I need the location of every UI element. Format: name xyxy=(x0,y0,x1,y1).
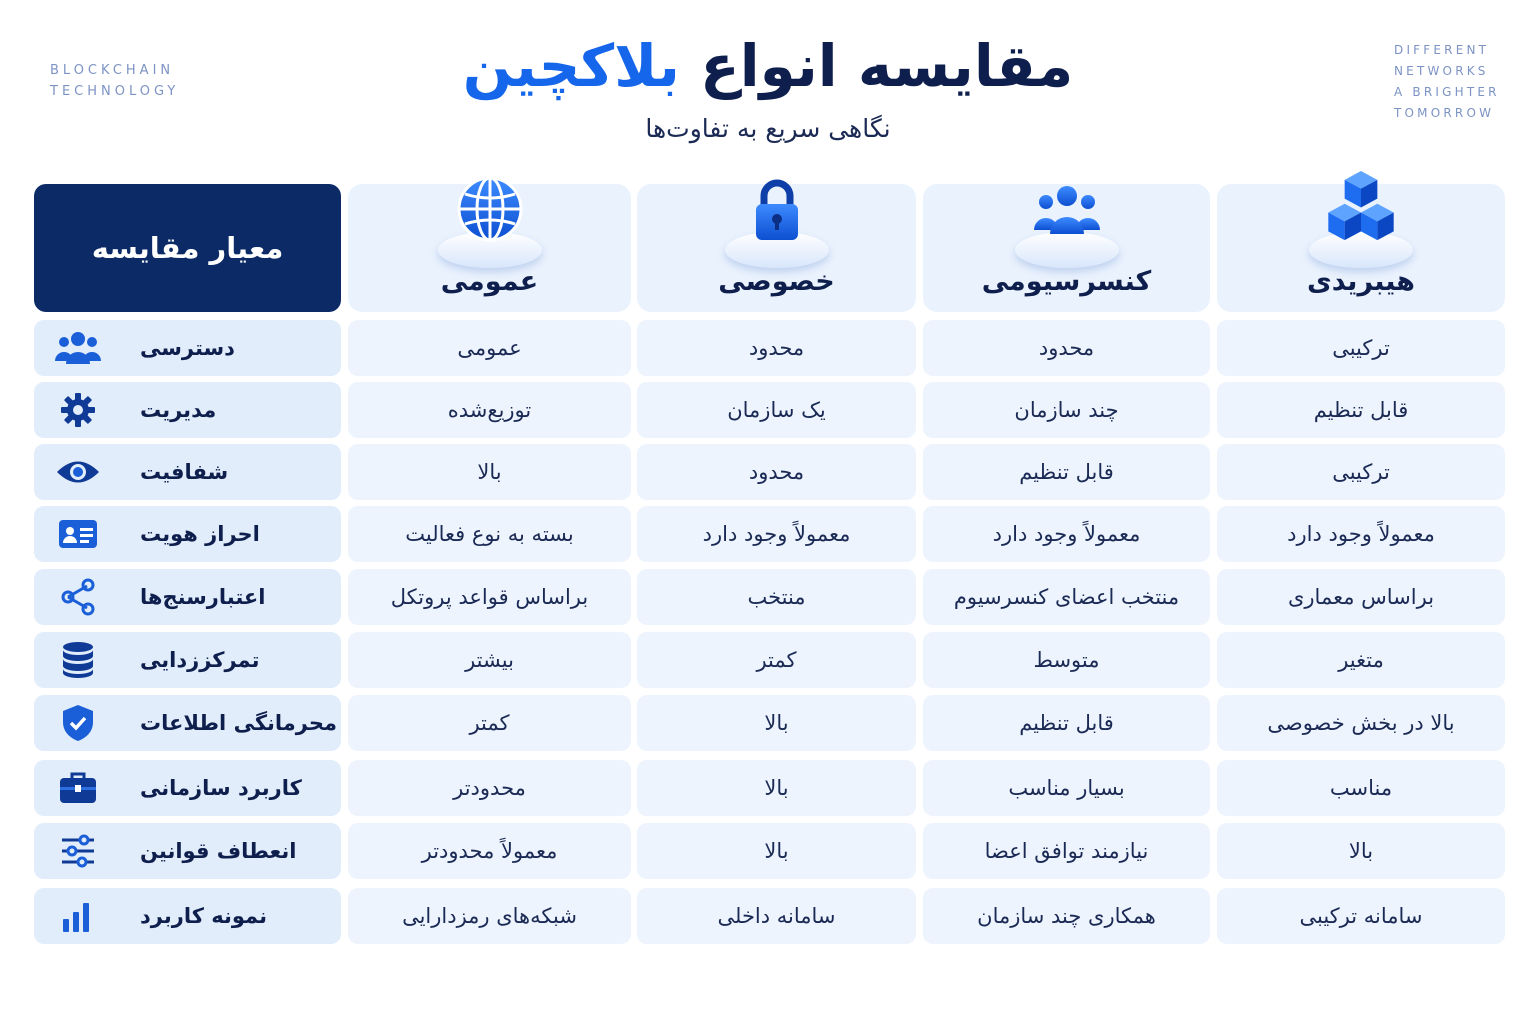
table-cell: متوسط xyxy=(923,632,1210,688)
criteria-header: معیار مقایسه xyxy=(34,184,341,312)
criteria-cell xyxy=(34,823,341,879)
brand-tagline-line: A BRIGHTER xyxy=(1394,85,1500,99)
brand-tagline-line: TECHNOLOGY xyxy=(50,84,180,99)
criteria-label-text: محرمانگی اطلاعات xyxy=(140,711,337,735)
page-title-main: مقایسه انواع xyxy=(679,32,1074,100)
criteria-label xyxy=(140,320,340,376)
table-cell: محدودتر xyxy=(348,760,631,816)
table-cell: معمولاً وجود دارد xyxy=(637,506,916,562)
table-cell: بالا در بخش خصوصی xyxy=(1217,695,1505,751)
criteria-label-text: مدیریت xyxy=(140,398,217,422)
table-cell: متغیر xyxy=(1217,632,1505,688)
table-row xyxy=(34,695,1506,751)
globe-icon xyxy=(455,174,525,244)
table-cell: توزیع‌شده xyxy=(348,382,631,438)
table-cell: بالا xyxy=(348,444,631,500)
share-nodes-icon xyxy=(54,578,102,616)
table-row xyxy=(34,320,1506,376)
table-cell: سامانه ترکیبی xyxy=(1217,888,1505,944)
table-cell: بالا xyxy=(637,823,916,879)
table-cell: ترکیبی xyxy=(1217,444,1505,500)
table-cell: قابل تنظیم xyxy=(923,444,1210,500)
criteria-label-text: احراز هویت xyxy=(140,522,260,546)
criteria-label xyxy=(140,569,340,625)
sliders-icon xyxy=(54,832,102,870)
bar-chart-icon xyxy=(54,897,102,935)
table-row xyxy=(34,760,1506,816)
table-cell: منتخب xyxy=(637,569,916,625)
column-header-consortium xyxy=(923,184,1210,312)
criteria-label xyxy=(140,382,340,438)
page-title xyxy=(0,26,1536,106)
criteria-cell xyxy=(34,382,341,438)
criteria-label-text: کاربرد سازمانی xyxy=(140,776,302,800)
criteria-label-text: تمرکززدایی xyxy=(140,648,260,672)
users-icon xyxy=(54,329,102,367)
criteria-cell xyxy=(34,760,341,816)
table-cell: بالا xyxy=(637,695,916,751)
criteria-label xyxy=(140,444,340,500)
table-cell: منتخب اعضای کنسرسیوم xyxy=(923,569,1210,625)
criteria-cell xyxy=(34,695,341,751)
column-header-label: هیبریدی xyxy=(1306,266,1416,297)
table-cell: قابل تنظیم xyxy=(923,695,1210,751)
database-icon xyxy=(54,641,102,679)
table-cell: کمتر xyxy=(348,695,631,751)
table-cell: محدود xyxy=(637,444,916,500)
table-cell: کمتر xyxy=(637,632,916,688)
table-cell: بسته به نوع فعالیت xyxy=(348,506,631,562)
table-row xyxy=(34,823,1506,879)
table-cell: معمولاً محدودتر xyxy=(348,823,631,879)
shield-check-icon xyxy=(54,704,102,742)
table-cell: عمومی xyxy=(348,320,631,376)
users-icon xyxy=(1019,174,1115,244)
criteria-label xyxy=(140,888,340,944)
table-cell: مناسب xyxy=(1217,760,1505,816)
table-cell: بالا xyxy=(637,760,916,816)
table-cell: نیازمند توافق اعضا xyxy=(923,823,1210,879)
table-cell: بسیار مناسب xyxy=(923,760,1210,816)
table-cell: بالا xyxy=(1217,823,1505,879)
criteria-label-text: نمونه کاربرد xyxy=(140,904,267,928)
table-cell: سامانه داخلی xyxy=(637,888,916,944)
table-cell: یک سازمان xyxy=(637,382,916,438)
criteria-label xyxy=(140,760,340,816)
briefcase-icon xyxy=(54,769,102,807)
cubes-icon xyxy=(1313,166,1409,254)
table-cell: چند سازمان xyxy=(923,382,1210,438)
criteria-label-text: انعطاف قوانین xyxy=(140,839,297,863)
gear-icon xyxy=(54,391,102,429)
criteria-cell xyxy=(34,320,341,376)
table-row xyxy=(34,888,1506,944)
column-header-private xyxy=(637,184,916,312)
table-cell: شبکه‌های رمزدارایی xyxy=(348,888,631,944)
table-row xyxy=(34,632,1506,688)
criteria-label xyxy=(140,632,340,688)
criteria-cell xyxy=(34,632,341,688)
criteria-cell xyxy=(34,569,341,625)
criteria-cell xyxy=(34,888,341,944)
criteria-label-text: شفافیت xyxy=(140,460,229,484)
criteria-label xyxy=(140,823,340,879)
page-title-accent: بلاکچین xyxy=(462,32,680,100)
criteria-label xyxy=(140,506,340,562)
table-cell: محدود xyxy=(923,320,1210,376)
table-cell: قابل تنظیم xyxy=(1217,382,1505,438)
brand-tagline-line: NETWORKS xyxy=(1394,64,1489,78)
criteria-cell xyxy=(34,506,341,562)
brand-tagline-line: DIFFERENT xyxy=(1394,43,1490,57)
table-header xyxy=(34,184,1506,312)
table-cell: بیشتر xyxy=(348,632,631,688)
table-cell: همکاری چند سازمان xyxy=(923,888,1210,944)
table-cell: براساس معماری xyxy=(1217,569,1505,625)
column-header-label: کنسرسیومی xyxy=(981,266,1152,297)
brand-tagline-line: TOMORROW xyxy=(1394,106,1495,120)
criteria-label xyxy=(140,695,340,751)
table-row xyxy=(34,506,1506,562)
table-row xyxy=(34,444,1506,500)
column-header-label: خصوصی xyxy=(718,266,835,297)
column-header-hybrid xyxy=(1217,184,1505,312)
table-cell: ترکیبی xyxy=(1217,320,1505,376)
table-row xyxy=(34,382,1506,438)
id-card-icon xyxy=(54,515,102,553)
table-cell: معمولاً وجود دارد xyxy=(1217,506,1505,562)
criteria-label-text: اعتبارسنج‌ها xyxy=(140,585,266,609)
criteria-label-text: دسترسی xyxy=(140,336,235,360)
table-cell: معمولاً وجود دارد xyxy=(923,506,1210,562)
page-subtitle: نگاهی سریع به تفاوت‌ها xyxy=(645,114,891,143)
table-cell: براساس قواعد پروتکل xyxy=(348,569,631,625)
table-cell: محدود xyxy=(637,320,916,376)
column-header-label: عمومی xyxy=(440,266,539,297)
brand-tagline-line: BLOCKCHAIN xyxy=(50,63,175,78)
lock-icon xyxy=(742,174,812,244)
column-header-public xyxy=(348,184,631,312)
criteria-cell xyxy=(34,444,341,500)
table-row xyxy=(34,569,1506,625)
eye-icon xyxy=(54,453,102,491)
